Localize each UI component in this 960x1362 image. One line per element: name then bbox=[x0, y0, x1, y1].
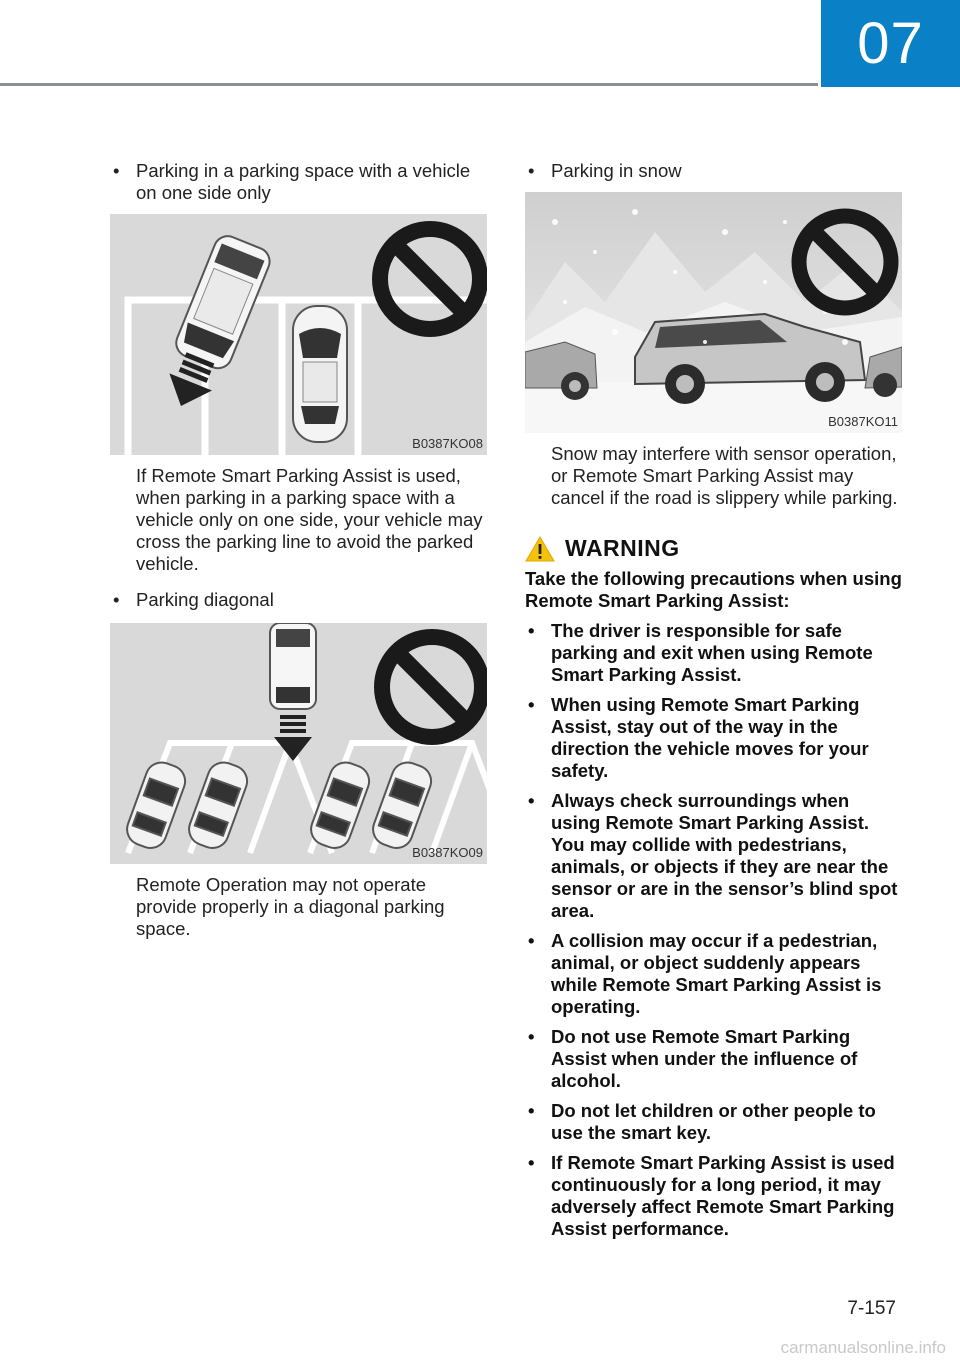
bullet-icon: • bbox=[528, 160, 535, 181]
illustration-diagonal-parking bbox=[110, 623, 487, 864]
list-item bbox=[525, 1026, 902, 1092]
bullet-icon: • bbox=[528, 1026, 535, 1047]
bullet-icon: • bbox=[528, 790, 535, 811]
warning-item-text: If Remote Smart Parking Assist is used continuously for a long period, it may adversely affect Remote Smart Parking Assist performance. bbox=[551, 1152, 895, 1239]
paragraph: Snow may interfere with sensor operation, or Remote Smart Parking Assist may cancel if the road is slippery while parking. bbox=[551, 443, 898, 508]
figure-code: B0387KO09 bbox=[412, 845, 483, 860]
header-rule bbox=[0, 83, 818, 86]
warning-intro: Take the following precautions when using Remote Smart Parking Assist: bbox=[525, 568, 902, 611]
bullet-icon: • bbox=[528, 1100, 535, 1121]
warning-item-text: Do not let children or other people to use the smart key. bbox=[551, 1100, 876, 1143]
list-item bbox=[110, 589, 487, 611]
figure-code: B0387KO11 bbox=[828, 414, 898, 429]
warning-item-text: Do not use Remote Smart Parking Assist when under the influence of alcohol. bbox=[551, 1026, 858, 1091]
list-item bbox=[110, 160, 487, 204]
bullet-icon: • bbox=[113, 160, 120, 181]
left-column bbox=[110, 160, 487, 940]
warning-item-text: The driver is responsible for safe parking and exit when using Remote Smart Parking Assist. bbox=[551, 620, 873, 685]
bullet-text: Parking in snow bbox=[551, 160, 682, 181]
list-item bbox=[525, 790, 902, 922]
warning-item-text: When using Remote Smart Parking Assist, stay out of the way in the direction the vehicle moves for your safety. bbox=[551, 694, 869, 781]
chapter-tab: 07 bbox=[821, 0, 960, 87]
page-number: 7-157 bbox=[847, 1298, 896, 1319]
bullet-icon: • bbox=[528, 620, 535, 641]
list-item bbox=[525, 160, 902, 182]
bullet-text: Parking in a parking space with a vehicle on one side only bbox=[136, 160, 471, 203]
figure-code: B0387KO08 bbox=[412, 436, 483, 451]
warning-header bbox=[525, 535, 902, 562]
list-item bbox=[525, 930, 902, 1018]
bullet-icon: • bbox=[528, 1152, 535, 1173]
bullet-text: Parking diagonal bbox=[136, 589, 274, 610]
bullet-icon: • bbox=[113, 589, 120, 610]
paragraph: Remote Operation may not operate provide properly in a diagonal parking space. bbox=[136, 874, 445, 939]
warning-item-text: A collision may occur if a pedestrian, animal, or object suddenly appears while Remote Smart Parking Assist is operating. bbox=[551, 930, 882, 1017]
bullet-icon: • bbox=[528, 694, 535, 715]
warning-list bbox=[525, 620, 902, 1240]
illustration-one-side-parking bbox=[110, 214, 487, 455]
list-item bbox=[525, 1100, 902, 1144]
list-item bbox=[525, 1152, 902, 1240]
warning-item-text: Always check surroundings when using Remote Smart Parking Assist. You may collide with pedestrians, animals, or objects if they are near the sensor or are in the sensor’s blind spot area. bbox=[551, 790, 898, 921]
list-item bbox=[525, 620, 902, 686]
right-column bbox=[525, 160, 902, 1240]
warning-triangle-icon bbox=[525, 536, 555, 562]
paragraph: If Remote Smart Parking Assist is used, when parking in a parking space with a vehicle only on one side, your vehicle may cross the parking line to avoid the parked vehicle. bbox=[136, 465, 483, 574]
watermark: carmanualsonline.info bbox=[780, 1338, 946, 1357]
illustration-snow-parking bbox=[525, 192, 902, 433]
list-item bbox=[525, 694, 902, 782]
warning-label: WARNING bbox=[565, 535, 680, 561]
bullet-icon: • bbox=[528, 930, 535, 951]
